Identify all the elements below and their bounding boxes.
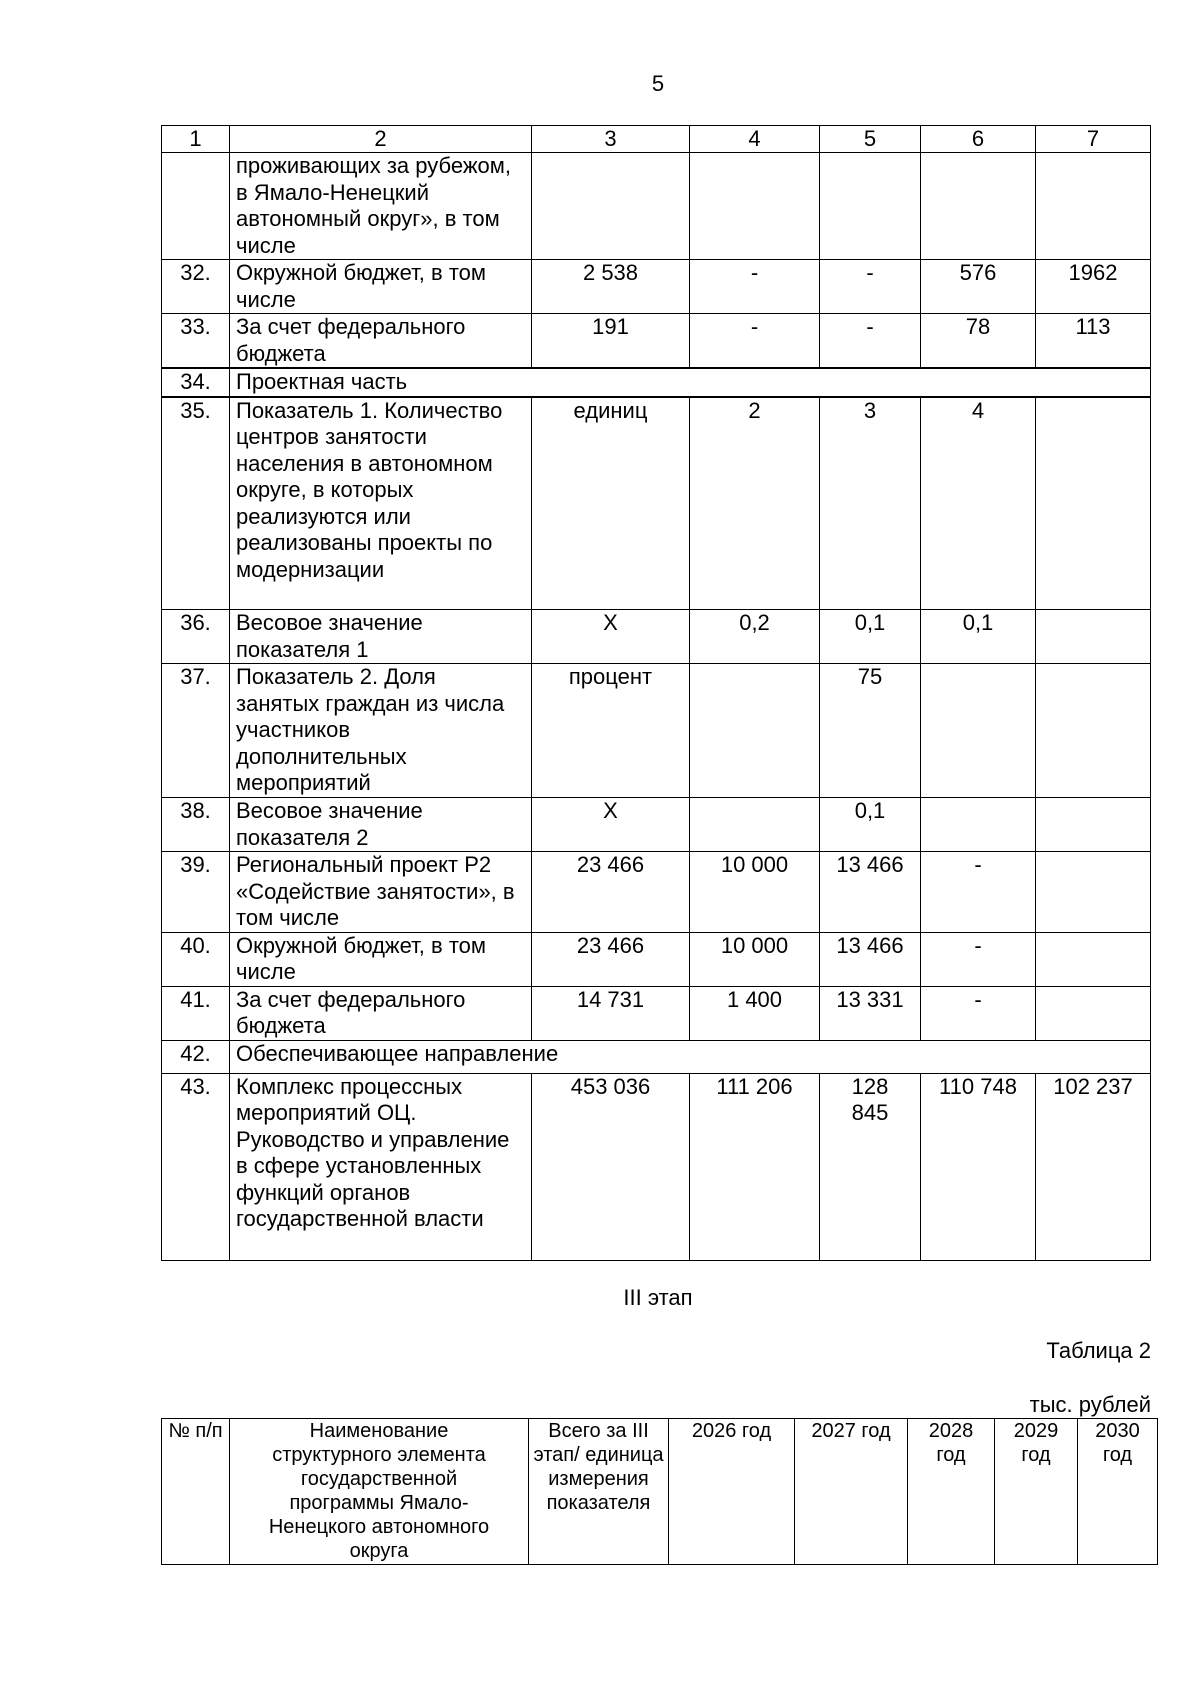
value-cell (690, 153, 820, 260)
value-cell: 10 000 (690, 932, 820, 986)
value-cell: - (820, 314, 921, 369)
page-number: 5 (651, 71, 665, 96)
value-cell: 13 466 (820, 852, 921, 933)
value-cell: - (690, 260, 820, 314)
total-cell: 23 466 (532, 932, 690, 986)
value-cell: 1 400 (690, 986, 820, 1040)
units-label: тыс. рублей (1029, 1392, 1151, 1417)
value-cell: - (690, 314, 820, 369)
table-row (162, 852, 1151, 933)
column-header: 1 (162, 126, 230, 153)
row-number: 35. (162, 397, 230, 610)
value-cell: 10 000 (690, 852, 820, 933)
column-header: 2030 год (1078, 1419, 1158, 1565)
value-cell (1036, 397, 1151, 610)
total-cell: 191 (532, 314, 690, 369)
value-cell (1036, 664, 1151, 798)
section-title: Обеспечивающее направление (230, 1040, 1151, 1073)
value-cell (921, 664, 1036, 798)
row-number: 32. (162, 260, 230, 314)
value-cell: 13 331 (820, 986, 921, 1040)
value-cell: 0,1 (820, 610, 921, 664)
column-header: 7 (1036, 126, 1151, 153)
element-name: Окружной бюджет, в том числе (230, 932, 532, 986)
value-cell: 111 206 (690, 1073, 820, 1260)
value-cell (1036, 932, 1151, 986)
value-cell (1036, 798, 1151, 852)
total-cell (532, 153, 690, 260)
value-cell: 78 (921, 314, 1036, 369)
value-cell: 102 237 (1036, 1073, 1151, 1260)
stage-title: III этап (623, 1285, 693, 1310)
value-cell (1036, 610, 1151, 664)
table-row (162, 664, 1151, 798)
value-cell: 110 748 (921, 1073, 1036, 1260)
unit-cell: X (532, 798, 690, 852)
table-row (162, 397, 1151, 610)
total-cell: 14 731 (532, 986, 690, 1040)
value-cell: 2 (690, 397, 820, 610)
total-cell: 2 538 (532, 260, 690, 314)
row-number: 36. (162, 610, 230, 664)
column-header: № п/п (162, 1419, 230, 1565)
element-name: Весовое значение показателя 1 (230, 610, 532, 664)
column-header: 2026 год (669, 1419, 795, 1565)
row-number: 34. (162, 368, 230, 397)
element-name: За счет федерального бюджета (230, 314, 532, 369)
row-number: 42. (162, 1040, 230, 1073)
element-name: Комплекс процессных мероприятий ОЦ. Руководство и управление в сфере установленных функций органов государственной власти (230, 1073, 532, 1260)
value-cell: 13 466 (820, 932, 921, 986)
total-cell: 453 036 (532, 1073, 690, 1260)
element-name: Показатель 1. Количество центров занятости населения в автономном округе, в которых реализуются или реализованы проекты по модернизации (230, 397, 532, 610)
stage-iii-table (161, 1418, 1158, 1565)
table-row (162, 798, 1151, 852)
table-row (162, 1073, 1151, 1260)
value-cell: 113 (1036, 314, 1151, 369)
value-cell: 3 (820, 397, 921, 610)
table-label: Таблица 2 (1046, 1338, 1151, 1363)
unit-cell: процент (532, 664, 690, 798)
column-header: 3 (532, 126, 690, 153)
value-cell: 4 (921, 397, 1036, 610)
table-header-row (162, 126, 1151, 153)
value-cell: 0,2 (690, 610, 820, 664)
table-row (162, 932, 1151, 986)
column-header: 2029 год (995, 1419, 1078, 1565)
budget-indicators-table (161, 125, 1151, 1261)
value-cell (1036, 986, 1151, 1040)
value-cell (690, 664, 820, 798)
element-name: проживающих за рубежом, в Ямало-Ненецкий автономный округ», в том числе (230, 153, 532, 260)
value-cell (820, 153, 921, 260)
element-name: Весовое значение показателя 2 (230, 798, 532, 852)
element-name: Показатель 2. Доля занятых граждан из числа участников дополнительных мероприятий (230, 664, 532, 798)
row-number: 43. (162, 1073, 230, 1260)
row-number: 41. (162, 986, 230, 1040)
row-number: 40. (162, 932, 230, 986)
section-row (162, 1040, 1151, 1073)
value-cell: 1962 (1036, 260, 1151, 314)
column-header: 2027 год (795, 1419, 908, 1565)
column-header: 4 (690, 126, 820, 153)
value-cell (921, 798, 1036, 852)
section-title: Проектная часть (230, 368, 1151, 397)
value-cell (1036, 852, 1151, 933)
value-cell: 0,1 (921, 610, 1036, 664)
row-number: 37. (162, 664, 230, 798)
unit-cell: единиц (532, 397, 690, 610)
section-row (162, 368, 1151, 397)
column-header: 5 (820, 126, 921, 153)
table-row (162, 153, 1151, 260)
column-header: Наименование структурного элемента государственной программы Ямало-Ненецкого автономного округа (230, 1419, 529, 1565)
row-number: 38. (162, 798, 230, 852)
column-header: 2 (230, 126, 532, 153)
value-cell (1036, 153, 1151, 260)
row-number: 33. (162, 314, 230, 369)
row-number (162, 153, 230, 260)
table-row (162, 314, 1151, 369)
value-cell: - (820, 260, 921, 314)
column-header: Всего за III этап/ единица измерения показателя (529, 1419, 669, 1565)
table-header-row (162, 1419, 1158, 1565)
element-name: Окружной бюджет, в том числе (230, 260, 532, 314)
total-cell: 23 466 (532, 852, 690, 933)
value-cell: - (921, 932, 1036, 986)
value-cell: 128 845 (820, 1073, 921, 1260)
value-cell: - (921, 986, 1036, 1040)
value-cell (921, 153, 1036, 260)
element-name: За счет федерального бюджета (230, 986, 532, 1040)
table-row (162, 260, 1151, 314)
table-row (162, 610, 1151, 664)
value-cell: 75 (820, 664, 921, 798)
element-name: Региональный проект Р2 «Содействие занятости», в том числе (230, 852, 532, 933)
value-cell: 0,1 (820, 798, 921, 852)
unit-cell: X (532, 610, 690, 664)
value-cell: - (921, 852, 1036, 933)
value-cell: 576 (921, 260, 1036, 314)
column-header: 2028 год (908, 1419, 995, 1565)
value-cell (690, 798, 820, 852)
table-row (162, 986, 1151, 1040)
column-header: 6 (921, 126, 1036, 153)
row-number: 39. (162, 852, 230, 933)
